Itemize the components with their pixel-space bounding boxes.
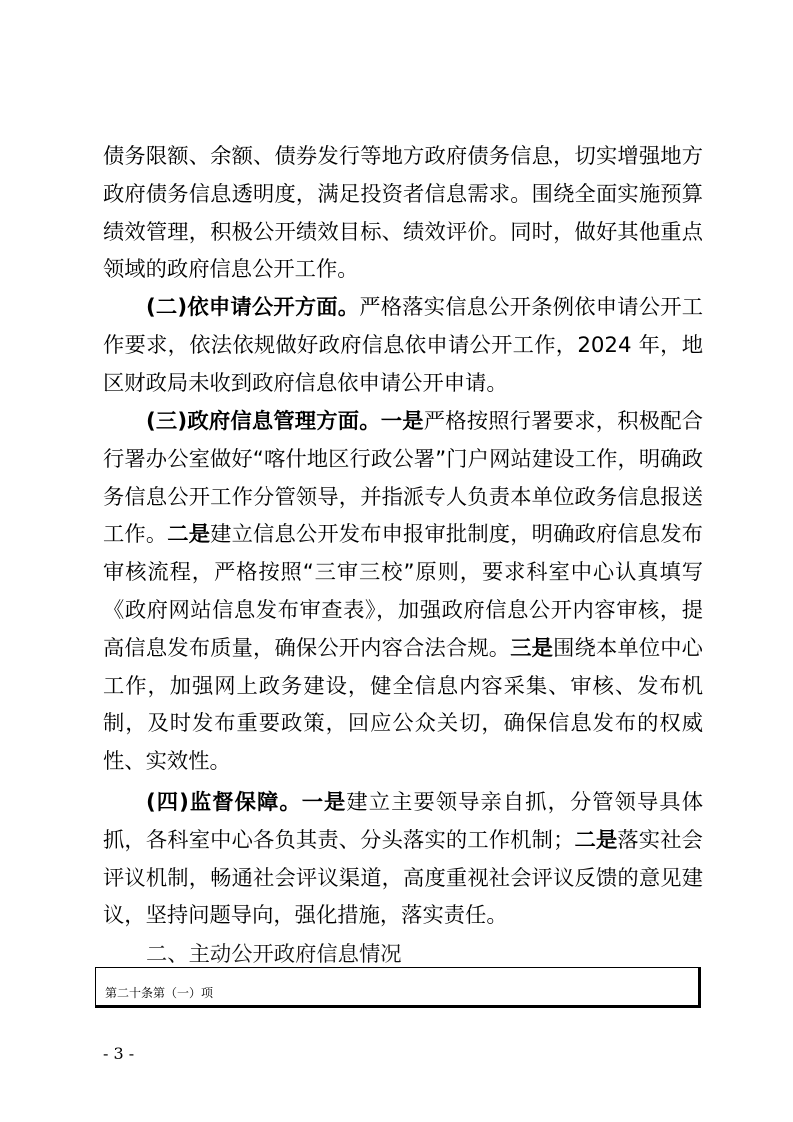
paragraph-text: 围绕本单位中心工作，加强网上政务建设，健全信息内容采集、审核、发布机制，及时发布重要政策，回应公众关切，确保信息发布的权威性、实效性。	[103, 635, 703, 775]
point-label-two: 二是	[167, 522, 211, 548]
paragraph-text: 严格按照行署要求，积极配合行署办公室做好“喀什地区行政公署”门户网站建设工作，明确政务信息公开工作分管领导，并指派专人负责本单位政务信息报送工作。	[103, 409, 703, 548]
section-heading-proactive-disclosure: 二、主动公开政府信息情况	[146, 942, 402, 967]
point-label-two: 二是	[574, 827, 618, 853]
paragraph-text: 建立主要领导亲自抓，分管领导具体抓，各科室中心各负其责、分头落实的工作机制；	[103, 790, 703, 853]
point-label-one: 一是	[301, 790, 347, 815]
page-number: - 3 -	[103, 1044, 135, 1063]
table-cell-article-20: 第二十条第（一）项	[105, 986, 214, 1000]
paragraph-text: 落实社会评议机制，畅通社会评议渠道，高度重视社会评议反馈的意见建议，坚持问题导向，强化措施，落实责任。	[103, 827, 703, 929]
paragraph-on-request	[103, 289, 703, 402]
paragraph-supervision	[103, 784, 703, 935]
section-heading-supervision: (四)监督保障。	[146, 790, 302, 815]
paragraph-debt-info	[103, 138, 703, 289]
paragraph-text: 严格落实信息公开条例依申请公开工作要求，依法依规做好政府信息依申请公开工作，2024 年，地区财政局未收到政府信息依申请公开申请。	[103, 295, 703, 396]
paragraph-text: 建立信息公开发布申报审批制度，明确政府信息发布审核流程，严格按照“三审三校”原则，要求科室中心认真填写《政府网站信息发布审查表》，加强政府信息公开内容审核，提高信息发布质量，确保公开内容合法合规。	[103, 522, 703, 661]
paragraph-info-management	[103, 403, 703, 781]
disclosure-table	[95, 967, 701, 1008]
point-label-three: 三是	[510, 635, 554, 661]
paragraph-text: 债务限额、余额、债券发行等地方政府债务信息，切实增强地方政府债务信息透明度，满足投资者信息需求。围绕全面实施预算绩效管理，积极公开绩效目标、绩效评价。同时，做好其他重点领域的政府信息公开工作。	[103, 144, 703, 283]
section-heading-on-request: (二)依申请公开方面。	[146, 295, 360, 320]
point-label-one: 一是	[380, 409, 424, 434]
section-heading-info-management: (三)政府信息管理方面。	[146, 409, 381, 434]
